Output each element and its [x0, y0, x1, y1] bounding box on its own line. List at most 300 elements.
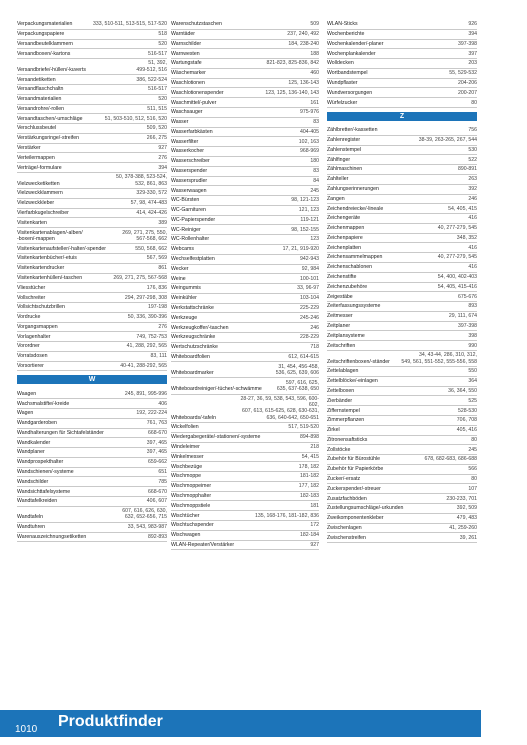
index-term: Whiteboards/-tafeln	[171, 414, 216, 421]
index-term: Wischwagen	[171, 532, 201, 539]
index-column-3	[327, 20, 477, 543]
index-entry	[171, 69, 319, 79]
index-term: Zeigestäbe	[327, 293, 353, 300]
index-term: Zeitplansysteme	[327, 332, 365, 339]
index-term: Wochenplankalender	[327, 50, 376, 57]
index-term: Wandtafeln	[17, 514, 44, 521]
index-entry	[327, 195, 477, 205]
index-pages: 597, 616, 625, 635, 637-638, 650	[276, 379, 319, 393]
index-pages: 41, 259-260	[449, 524, 477, 531]
index-entry	[327, 465, 477, 475]
index-term: Versandrohre/-rollen	[17, 105, 65, 112]
index-term: Zeichensammelmappen	[327, 254, 383, 261]
section-letter-w: W	[17, 375, 167, 384]
index-pages: 123, 125, 136-140, 143	[265, 89, 319, 96]
index-term: Zeiterfassungssysteme	[327, 303, 381, 310]
index-entry	[171, 147, 319, 157]
index-entry	[171, 128, 319, 138]
index-term: Zitronensaftsticks	[327, 436, 368, 443]
index-term: Wischmoppeimer	[171, 483, 212, 490]
index-entry	[327, 351, 477, 367]
index-entry	[327, 234, 477, 244]
index-term: Warntäder	[171, 31, 196, 38]
index-term: Wäschemarker	[171, 70, 206, 77]
index-entry	[327, 436, 477, 446]
index-entry	[327, 40, 477, 50]
index-entry	[171, 108, 319, 118]
index-entry	[327, 224, 477, 234]
index-pages: 394	[158, 164, 167, 171]
index-pages: 80	[471, 475, 477, 482]
index-entry	[17, 199, 167, 209]
index-term: Werkzeuge	[171, 314, 198, 321]
index-entry	[17, 487, 167, 497]
index-entry	[17, 533, 167, 543]
index-term: Visitenkartenaufsteller/-halter/-spender	[17, 245, 107, 252]
index-pages: 100-101	[299, 275, 319, 282]
index-term: Zwischenlagen	[327, 524, 362, 531]
index-pages: 414, 424-426	[136, 209, 167, 216]
index-term: WC-Garnituren	[171, 207, 206, 214]
index-term: Zwischenstreifen	[327, 534, 366, 541]
index-term: Wandplaner	[17, 449, 45, 456]
index-entry	[327, 504, 477, 514]
index-term: WC-Papierspender	[171, 216, 216, 223]
index-term: Vorsortierer	[17, 362, 44, 369]
index-entry	[327, 253, 477, 263]
index-entry	[171, 30, 319, 40]
index-term: Würfelzucker	[327, 99, 358, 106]
index-term: Wasserfarbkästen	[171, 128, 213, 135]
index-term: Waschmittel/-pulver	[171, 99, 217, 106]
index-term: Wasserschreiber	[171, 158, 210, 165]
index-term: Zeichenmappen	[327, 225, 365, 232]
index-term: Vorgangsmappen	[17, 323, 58, 330]
page-title: Produktfinder	[58, 713, 163, 730]
index-term: Verpackungspapiere	[17, 31, 65, 38]
index-term: Whiteboardmarker	[171, 369, 214, 376]
index-pages: 40-41, 288-292, 565	[120, 362, 167, 369]
index-pages: 348, 352	[456, 234, 477, 241]
index-pages: 550	[468, 368, 477, 375]
index-term: Zettelablagen	[327, 368, 359, 375]
index-term: Vollschreiter	[17, 294, 46, 301]
index-entry	[17, 228, 167, 244]
index-pages: 178, 182	[298, 463, 319, 470]
index-entry	[17, 389, 167, 399]
index-pages: 184, 238-240	[288, 40, 319, 47]
index-term: Wischmoppstiele	[171, 502, 211, 509]
index-entry	[327, 136, 477, 146]
index-term: Zeichenschablonen	[327, 264, 372, 271]
index-entry	[327, 283, 477, 293]
index-pages: 612, 614-615	[288, 353, 319, 360]
index-pages: 180	[310, 158, 319, 165]
index-pages: 364	[468, 378, 477, 385]
index-entry	[327, 69, 477, 79]
index-term: Vorordner	[17, 343, 40, 350]
index-entry	[171, 378, 319, 394]
index-entry	[327, 322, 477, 332]
index-entry	[327, 302, 477, 312]
index-pages: 246	[468, 195, 477, 202]
index-entry	[17, 30, 167, 40]
index-pages: 528-530	[457, 407, 477, 414]
index-entry	[327, 377, 477, 387]
index-entry	[327, 214, 477, 224]
index-pages: 927	[310, 541, 319, 548]
index-term: Weine	[171, 275, 186, 282]
index-entry	[327, 484, 477, 494]
index-pages: 269, 271, 275, 550, 567-568, 662	[122, 229, 167, 242]
index-entry	[327, 514, 477, 524]
page-number: 1010	[15, 724, 38, 735]
index-pages: 927	[158, 144, 167, 151]
index-pages: 990	[468, 342, 477, 349]
index-term: Visitenkartendrucker	[17, 265, 65, 272]
index-pages: 230-233, 701	[446, 495, 477, 502]
index-entry	[17, 274, 167, 284]
index-term: Vorlagenhalter	[17, 333, 51, 340]
index-pages: 718	[310, 344, 319, 351]
index-entry	[17, 254, 167, 264]
index-column-2	[171, 20, 319, 550]
index-entry	[171, 313, 319, 323]
index-term: Windeleimer	[171, 444, 200, 451]
index-pages: 516-517	[147, 50, 167, 57]
index-term: Visitenkartenhüllen/-taschen	[17, 274, 83, 281]
index-pages: 98, 121-123	[291, 197, 319, 204]
index-term: Zeichenzubehöre	[327, 283, 368, 290]
index-entry	[171, 88, 319, 98]
index-pages: 276	[158, 154, 167, 161]
index-term: Wasser	[171, 119, 189, 126]
index-pages: 119-121	[300, 216, 319, 223]
index-pages: 121, 123	[298, 207, 319, 214]
index-term: Wartungstafe	[171, 60, 202, 67]
index-pages: 509, 520	[146, 125, 167, 132]
index-term: WC-Reiniger	[171, 226, 201, 233]
index-term: Verstärkungsringe/-streifen	[17, 135, 79, 142]
index-pages: 894-898	[299, 434, 319, 441]
index-pages: 263	[468, 176, 477, 183]
index-term: Wandtafelkreiden	[17, 498, 58, 505]
index-pages: 329-330, 572	[136, 190, 167, 197]
index-term: Warnschilder	[171, 40, 202, 47]
index-entry	[17, 153, 167, 163]
index-term: Warnwesten	[171, 50, 200, 57]
index-entry	[171, 59, 319, 69]
index-entry	[17, 189, 167, 199]
index-pages: 294, 297-298, 308	[124, 294, 167, 301]
index-term: WLAN-Repeater/Verstärker	[171, 541, 235, 548]
index-term: Zahlenregister	[327, 137, 361, 144]
index-term: Zeichenpapiere	[327, 234, 363, 241]
index-entry	[327, 426, 477, 436]
index-pages: 678, 682-683, 686-688	[424, 456, 477, 463]
index-pages: 225-229	[299, 304, 319, 311]
index-entry	[17, 85, 167, 95]
index-entry	[17, 409, 167, 419]
index-entry	[17, 429, 167, 439]
index-term: Vierfarbkugelschreiber	[17, 209, 69, 216]
index-entry	[327, 243, 477, 253]
index-pages: 406	[158, 400, 167, 407]
index-entry	[327, 49, 477, 59]
index-pages: 218	[310, 444, 319, 451]
index-pages: 706, 708	[456, 417, 477, 424]
index-pages: 397-398	[457, 40, 477, 47]
index-pages: 245	[310, 187, 319, 194]
index-term: Zeitschriftenboxen/-ständer	[327, 358, 390, 365]
index-pages: 33, 96-97	[297, 285, 319, 292]
index-pages: 333, 510-511, 513-515, 517-520	[92, 21, 167, 28]
index-pages: 509	[310, 21, 319, 28]
index-term: Weinkühler	[171, 295, 197, 302]
section-letter-z: Z	[327, 112, 477, 121]
index-entry	[17, 362, 167, 372]
index-term: Weingummis	[171, 285, 201, 292]
index-pages: 392	[468, 186, 477, 193]
index-term: Wasserwaagen	[171, 187, 207, 194]
index-pages: 397, 465	[146, 449, 167, 456]
index-pages: 246	[310, 324, 319, 331]
index-entry	[171, 501, 319, 511]
index-entry	[17, 507, 167, 523]
index-pages: 31, 454, 456-458, 536, 625, 639, 606	[275, 363, 319, 376]
index-entry	[327, 59, 477, 69]
index-term: Versandmaterialien	[17, 96, 62, 103]
index-pages: 245-246	[299, 314, 319, 321]
index-pages: 968-969	[299, 148, 319, 155]
index-entry	[171, 167, 319, 177]
index-entry	[171, 511, 319, 521]
index-entry	[171, 462, 319, 472]
index-pages: 123	[310, 236, 319, 243]
index-pages: 181-182	[299, 473, 319, 480]
index-entry	[171, 20, 319, 30]
index-term: Wischbezüge	[171, 463, 203, 470]
index-term: Zubehör für Papierkörbe	[327, 466, 384, 473]
index-entry	[171, 521, 319, 531]
index-term: Verträge/-formulare	[17, 164, 62, 171]
index-entry	[17, 313, 167, 323]
index-term: Wertschutzschränke	[171, 344, 218, 351]
index-pages: 890-891	[457, 166, 477, 173]
index-pages: 416	[468, 244, 477, 251]
index-pages: 54, 415	[301, 453, 319, 460]
index-entry	[171, 265, 319, 275]
index-term: Zuckerspender/-streuer	[327, 485, 381, 492]
index-entry	[171, 206, 319, 216]
index-entry	[17, 144, 167, 154]
index-term: Wandprospekthalter	[17, 459, 64, 466]
index-pages: 36, 364, 550	[448, 387, 477, 394]
index-pages: 269, 271, 275, 567-568	[113, 274, 167, 281]
index-pages: 518	[158, 31, 167, 38]
index-pages: 821-823, 825-836, 842	[266, 60, 319, 67]
index-pages: 397-398	[457, 322, 477, 329]
index-entry	[171, 196, 319, 206]
index-entry	[17, 523, 167, 533]
index-pages: 975-976	[299, 109, 319, 116]
index-entry	[171, 49, 319, 59]
index-pages: 54, 405, 415-416	[437, 283, 477, 290]
index-entry	[17, 458, 167, 468]
index-pages: 516-517	[147, 86, 167, 93]
index-entry	[17, 59, 167, 75]
index-term: Verschlussbeutel	[17, 125, 57, 132]
index-entry	[327, 88, 477, 98]
index-pages: 41, 288, 292, 565	[126, 343, 167, 350]
index-entry	[171, 186, 319, 196]
index-pages: 125, 136-143	[288, 79, 319, 86]
index-term: Zeitmesser	[327, 313, 353, 320]
index-term: Zählmaschinen	[327, 166, 363, 173]
index-entry	[17, 477, 167, 487]
index-pages: 50, 336, 390-396	[127, 314, 167, 321]
index-entry	[171, 245, 319, 255]
index-entry	[327, 263, 477, 273]
index-pages: 520	[158, 40, 167, 47]
index-term: Wickelfolien	[171, 424, 199, 431]
index-term: Zirkel	[327, 427, 340, 434]
index-entry	[327, 185, 477, 195]
index-entry	[171, 433, 319, 443]
index-term: Zimmerpflanzen	[327, 417, 365, 424]
index-entry	[17, 75, 167, 85]
index-pages: 397, 465	[146, 439, 167, 446]
index-term: Werkstattschränke	[171, 304, 214, 311]
index-pages: 550, 568, 662	[135, 245, 167, 252]
index-entry	[327, 165, 477, 175]
index-pages: 83, 111	[150, 353, 167, 360]
index-entry	[17, 105, 167, 115]
index-term: Wachsmalstifte/-kreide	[17, 400, 70, 407]
index-pages: 567, 569	[146, 255, 167, 262]
index-term: Versandboxen/-kartons	[17, 50, 71, 57]
index-pages: 756	[468, 127, 477, 134]
index-pages: 926	[468, 21, 477, 28]
index-pages: 176, 836	[146, 284, 167, 291]
index-term: Vorratsdosen	[17, 353, 48, 360]
index-entry	[17, 293, 167, 303]
index-entry	[327, 331, 477, 341]
index-term: Wolldecken	[327, 60, 354, 67]
index-pages: 182-184	[299, 532, 319, 539]
index-entry	[327, 175, 477, 185]
index-term: Vielzweckklammern	[17, 190, 63, 197]
index-entry	[17, 218, 167, 228]
index-entry	[327, 445, 477, 455]
index-entry	[327, 406, 477, 416]
index-term: Wischtuchspender	[171, 522, 214, 529]
index-term: Wasserkocher	[171, 148, 204, 155]
index-pages: 55, 529-532	[449, 70, 477, 77]
index-entry	[327, 146, 477, 156]
index-entry	[327, 367, 477, 377]
index-term: Wandhalterungen für Sichtafelständer	[17, 429, 104, 436]
index-entry	[17, 264, 167, 274]
index-entry	[17, 448, 167, 458]
index-entry	[171, 274, 319, 284]
index-term: Vielzwecketiketten	[17, 180, 60, 187]
index-pages: 98, 152-155	[291, 226, 319, 233]
index-term: Webcams	[171, 246, 194, 253]
index-term: Whiteboardfolien	[171, 353, 210, 360]
index-pages: 266, 275	[146, 135, 167, 142]
index-term: Zeichengeräte	[327, 215, 361, 222]
index-entry	[171, 304, 319, 314]
index-entry	[171, 482, 319, 492]
index-term: WC-Rollenhalter	[171, 236, 210, 243]
index-term: Zählbretter/-kassetten	[327, 127, 378, 134]
index-entry	[327, 524, 477, 534]
index-entry	[171, 453, 319, 463]
index-term: Wandgarderoben	[17, 420, 57, 427]
index-term: Zweikomponentenkleber	[327, 515, 384, 522]
index-term: Zusatzfachböden	[327, 495, 367, 502]
index-pages: 177, 182	[298, 483, 319, 490]
index-pages: 607, 616, 626, 630, 632, 652-656, 715	[122, 508, 167, 521]
index-entry	[17, 173, 167, 189]
index-term: Zeichenplatten	[327, 244, 362, 251]
index-entry	[17, 303, 167, 313]
index-pages: 33, 543, 983-987	[127, 524, 167, 531]
index-entry	[327, 155, 477, 165]
index-term: Versandbeutelklammern	[17, 40, 73, 47]
index-term: WLAN-Sticks	[327, 21, 358, 28]
index-pages: 40, 277-279, 545	[437, 225, 477, 232]
index-entry	[327, 292, 477, 302]
index-term: WC-Bürsten	[171, 197, 200, 204]
index-term: Versandbriefe/-hüllen/-kuverts	[17, 66, 86, 73]
index-pages: 675-676	[457, 293, 477, 300]
index-entry	[17, 40, 167, 50]
index-entry	[17, 419, 167, 429]
index-term: Zettelblöcke/-einlagen	[327, 378, 378, 385]
index-term: Vollsichtschutzbrillen	[17, 304, 65, 311]
index-pages: 51, 392, 499-512, 516	[136, 60, 167, 73]
index-term: Waschlotionenspender	[171, 89, 224, 96]
index-entry	[171, 541, 319, 551]
index-pages: 107	[468, 485, 477, 492]
index-term: Zucker/-ersatz	[327, 475, 361, 482]
index-pages: 404-405	[299, 128, 319, 135]
index-entry	[171, 177, 319, 187]
index-entry	[17, 468, 167, 478]
index-pages: 204-206	[457, 79, 477, 86]
index-term: Wassersprudler	[171, 177, 208, 184]
index-entry	[17, 20, 167, 30]
index-pages: 479, 483	[456, 515, 477, 522]
index-term: Werkzeugschränke	[171, 334, 216, 341]
index-entry	[171, 157, 319, 167]
index-pages: 39, 261	[459, 534, 477, 541]
index-term: Waschlotionen	[171, 79, 205, 86]
index-pages: 892-893	[147, 533, 167, 540]
index-pages: 398	[468, 332, 477, 339]
index-term: Wischtücher	[171, 512, 200, 519]
index-pages: 416	[468, 264, 477, 271]
index-pages: 237, 240, 492	[287, 31, 319, 38]
index-pages: 245, 891, 995-996	[124, 390, 167, 397]
index-term: Zubehör für Bürostühle	[327, 456, 381, 463]
index-term: Ziffernstempel	[327, 407, 360, 414]
index-term: Warenschutzstaschen	[171, 21, 222, 28]
index-term: Zahlungserinnerungen	[327, 186, 379, 193]
index-entry	[171, 323, 319, 333]
